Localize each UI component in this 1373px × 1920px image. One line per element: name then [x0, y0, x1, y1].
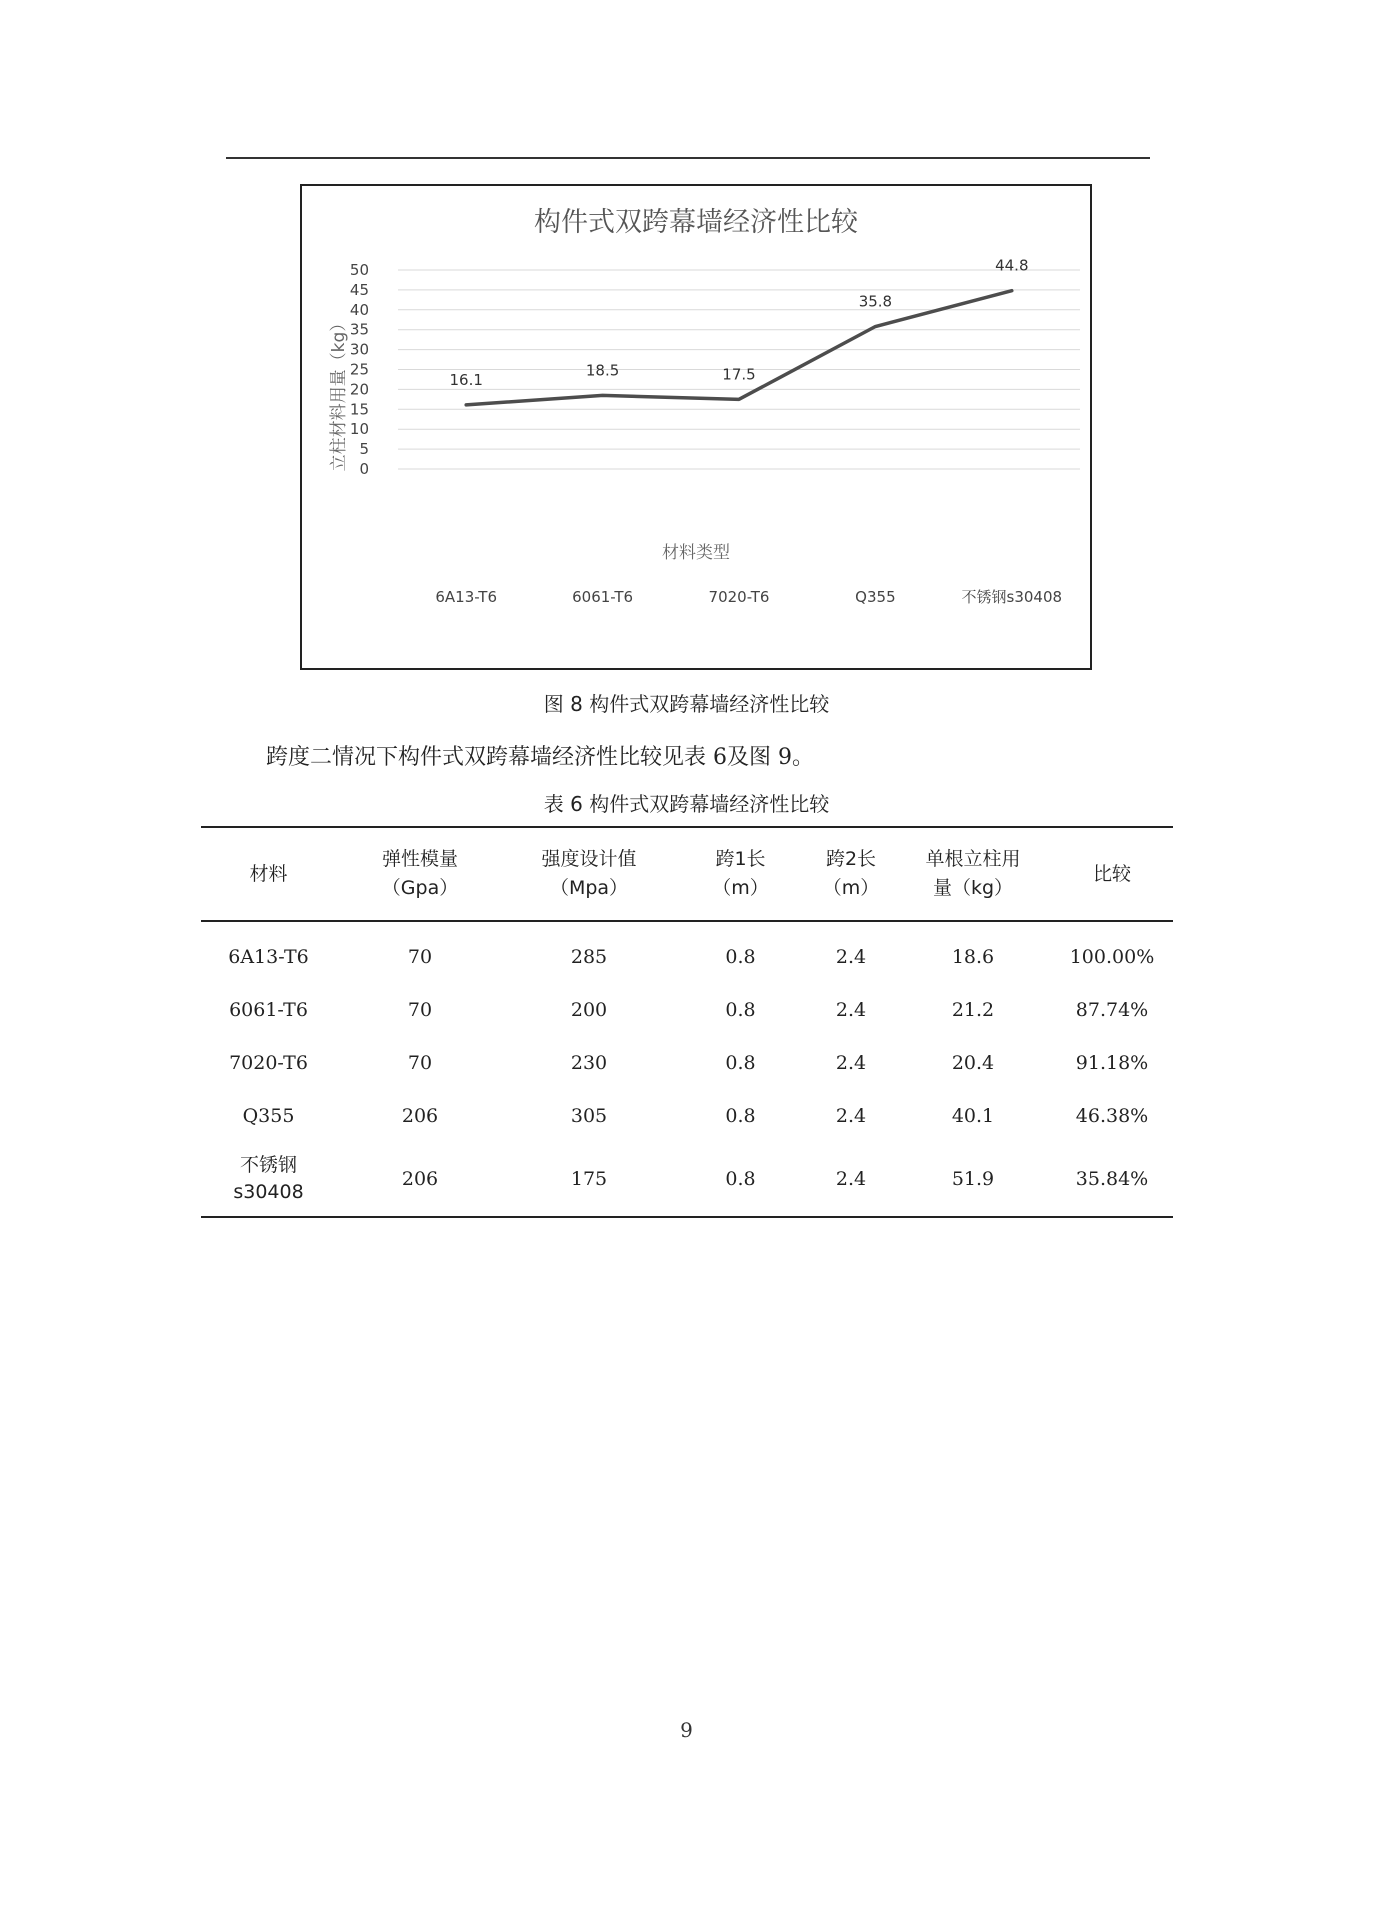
cell-material: Q355: [242, 1104, 295, 1127]
cell-material-line2: s30408: [233, 1181, 304, 1203]
y-axis-title: 立柱材料用量（kg）: [329, 314, 349, 472]
cell-strength: 200: [570, 998, 608, 1021]
line-chart: [300, 184, 1092, 670]
cell-span2: 2.4: [835, 945, 867, 968]
cell-usage: 20.4: [951, 1051, 995, 1074]
data-label: 18.5: [585, 361, 620, 380]
page-number: 9: [680, 1718, 693, 1742]
x-category-label: 7020-T6: [708, 588, 770, 606]
header-usage: [895, 827, 1051, 921]
x-category-label: Q355: [855, 588, 896, 606]
cell-span1: 0.8: [725, 998, 756, 1021]
header-span1-label: 跨1长: [715, 848, 766, 870]
data-label: 35.8: [858, 292, 893, 311]
cell-material: 7020-T6: [229, 1051, 308, 1074]
y-tick-label: 5: [359, 440, 369, 459]
header-span2: [807, 827, 895, 921]
y-tick-label: 40: [349, 300, 369, 319]
y-tick-label: 10: [349, 420, 369, 439]
cell-ratio: 100.00%: [1069, 945, 1155, 968]
header-span1: [674, 827, 807, 921]
table-row: [201, 1036, 1173, 1089]
chart-title: 构件式双跨幕墙经济性比较: [534, 207, 858, 238]
y-tick-label: 15: [349, 400, 369, 419]
x-category-label: 不锈钢s30408: [961, 588, 1063, 606]
header-modulus-unit: （Gpa）: [381, 877, 459, 899]
cell-material: [201, 1142, 336, 1217]
table-row: [201, 1089, 1173, 1142]
cell-strength: 230: [570, 1051, 608, 1074]
cell-span2: 2.4: [835, 1051, 867, 1074]
body-paragraph: 跨度二情况下构件式双跨幕墙经济性比较见表 6及图 9。: [266, 745, 814, 770]
table-caption: 表 6 构件式双跨幕墙经济性比较: [543, 792, 830, 816]
x-axis-categories: [435, 588, 1062, 606]
cell-span1: 0.8: [725, 1104, 756, 1127]
cell-strength: 175: [570, 1167, 608, 1190]
chart-series: [466, 291, 1012, 405]
data-label: 17.5: [722, 365, 756, 384]
table-row: [201, 983, 1173, 1036]
cell-span1: 0.8: [725, 1167, 756, 1190]
header-usage-unit: 量（kg）: [932, 877, 1014, 899]
header-modulus-label: 弹性模量: [381, 848, 458, 870]
x-axis-title: 材料类型: [662, 543, 730, 563]
figure-caption: 图 8 构件式双跨幕墙经济性比较: [543, 692, 830, 716]
header-ratio: [1051, 827, 1173, 921]
header-rule: [226, 157, 1150, 159]
cell-usage: 21.2: [951, 998, 995, 1021]
y-tick-label: 45: [349, 280, 369, 299]
header-span2-unit: （m）: [822, 877, 880, 899]
y-tick-label: 30: [349, 340, 369, 359]
header-usage-label: 单根立柱用: [925, 848, 1021, 870]
cell-modulus: 70: [407, 1051, 433, 1074]
x-category-label: 6061-T6: [572, 588, 634, 606]
cell-usage: 40.1: [951, 1104, 995, 1127]
table-row: [201, 921, 1173, 983]
cell-material: 6061-T6: [229, 998, 308, 1021]
header-strength: [504, 827, 674, 921]
chart-canvas: [302, 186, 1090, 668]
y-tick-label: 25: [349, 360, 369, 379]
cell-material: 6A13-T6: [228, 945, 309, 968]
x-category-label: 6A13-T6: [435, 588, 498, 606]
cell-span2: 2.4: [835, 1104, 867, 1127]
cell-modulus: 70: [407, 945, 433, 968]
cell-ratio: 46.38%: [1075, 1104, 1149, 1127]
header-strength-label: 强度设计值: [541, 848, 637, 870]
header-ratio-label: 比较: [1092, 862, 1131, 885]
cell-span2: 2.4: [835, 998, 867, 1021]
table-header-row: [201, 827, 1173, 921]
comparison-table: [201, 826, 1173, 1218]
cell-modulus: 206: [401, 1167, 439, 1190]
header-material-label: 材料: [249, 862, 288, 885]
cell-strength: 305: [570, 1104, 608, 1127]
y-axis-ticks: [350, 261, 369, 478]
cell-span2: 2.4: [835, 1167, 867, 1190]
cell-ratio: 35.84%: [1075, 1167, 1149, 1190]
y-tick-label: 0: [359, 460, 369, 478]
data-label: 44.8: [995, 256, 1029, 275]
cell-material-line1: 不锈钢: [239, 1154, 297, 1176]
y-tick-label: 50: [349, 261, 369, 279]
cell-usage: 51.9: [951, 1167, 995, 1190]
cell-modulus: 70: [407, 998, 433, 1021]
header-span2-label: 跨2长: [825, 848, 877, 870]
cell-usage: 18.6: [951, 945, 995, 968]
header-modulus: [336, 827, 504, 921]
series-line: [466, 291, 1012, 405]
table-row: [201, 1142, 1173, 1217]
header-span1-unit: （m）: [712, 877, 769, 899]
y-tick-label: 35: [349, 320, 369, 339]
cell-strength: 285: [570, 945, 608, 968]
data-label: 16.1: [449, 370, 483, 389]
cell-ratio: 91.18%: [1075, 1051, 1149, 1074]
cell-span1: 0.8: [725, 1051, 756, 1074]
y-tick-label: 20: [349, 380, 369, 399]
cell-modulus: 206: [401, 1104, 439, 1127]
header-material: [201, 827, 336, 921]
cell-ratio: 87.74%: [1075, 998, 1149, 1021]
cell-span1: 0.8: [725, 945, 756, 968]
header-strength-unit: （Mpa）: [549, 877, 629, 899]
